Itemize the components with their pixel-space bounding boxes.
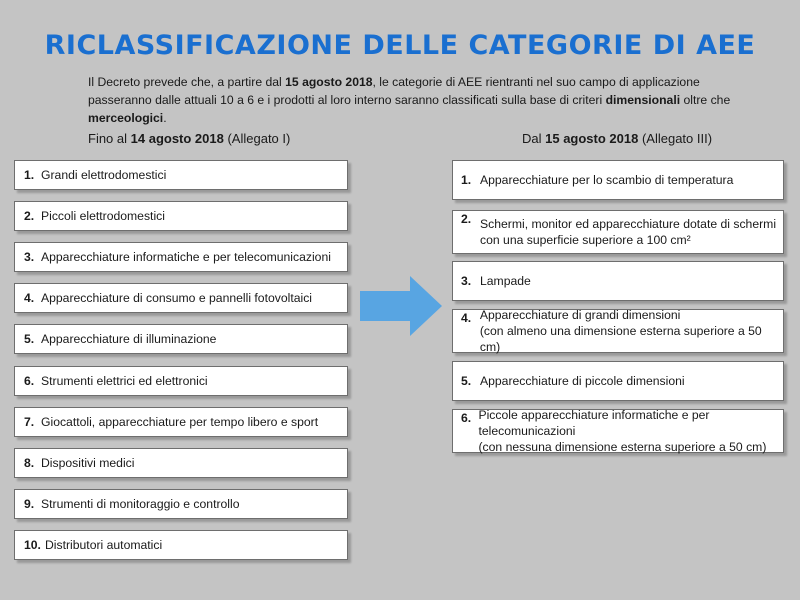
new-category-number: 2. (461, 212, 472, 226)
old-category-1 (14, 160, 348, 190)
intro-paragraph (88, 73, 748, 127)
old-category-5 (14, 324, 348, 354)
intro-text-4: . (163, 111, 167, 125)
new-category-number: 4. (461, 311, 472, 325)
intro-text-3: oltre che (680, 93, 731, 107)
old-category-number: 1. (24, 168, 35, 182)
old-category-number: 5. (24, 332, 35, 346)
intro-text-1: Il Decreto prevede che, a partire dal (88, 75, 286, 89)
new-category-5 (452, 361, 784, 401)
old-category-label: Apparecchiature di consumo e pannelli fotovoltaici (41, 291, 312, 305)
old-category-number: 8. (24, 456, 35, 470)
old-category-10 (14, 530, 348, 560)
old-category-label: Apparecchiature informatiche e per telecomunicazioni (41, 250, 331, 264)
old-category-number: 2. (24, 209, 35, 223)
new-category-number: 6. (461, 411, 472, 425)
old-category-label: Strumenti elettrici ed elettronici (41, 374, 208, 388)
new-category-6 (452, 409, 784, 453)
left-column-header (88, 131, 290, 146)
new-category-line-1: Piccole apparecchiature informatiche e per telecomunicazioni (478, 408, 710, 438)
new-category-number: 5. (461, 374, 472, 388)
old-category-label: Apparecchiature di illuminazione (41, 332, 217, 346)
right-arrow-icon (360, 276, 442, 336)
intro-bold-merceologici: merceologici (88, 111, 164, 125)
new-category-line-2: (con almeno una dimensione esterna superiore a 50 cm) (479, 324, 762, 354)
new-category-line-1: Apparecchiature di grandi dimensioni (479, 308, 681, 322)
old-category-3 (14, 242, 348, 272)
old-category-9 (14, 489, 348, 519)
new-category-2 (452, 210, 784, 254)
old-category-label: Piccoli elettrodomestici (41, 209, 165, 223)
old-category-label: Distributori automatici (45, 538, 163, 552)
old-category-label: Strumenti di monitoraggio e controllo (41, 497, 240, 511)
old-category-number: 6. (24, 374, 35, 388)
new-category-label: Lampade (480, 274, 531, 288)
left-header-suffix: (Allegato I) (223, 131, 291, 146)
new-category-label: Apparecchiature di piccole dimensioni (480, 374, 685, 388)
old-category-8 (14, 448, 348, 478)
new-category-line-2: (con nessuna dimensione esterna superiore a 50 cm) (478, 440, 767, 454)
left-header-date: 14 agosto 2018 (130, 131, 224, 146)
new-category-line-1: Schermi, monitor ed apparecchiature dotate di schermi (480, 217, 777, 231)
old-category-6 (14, 366, 348, 396)
new-category-3 (452, 261, 784, 301)
new-category-number: 3. (461, 274, 472, 288)
new-category-line-2: con una superficie superiore a 100 cm² (480, 233, 691, 247)
old-category-number: 7. (24, 415, 35, 429)
left-header-prefix: Fino al (88, 131, 131, 146)
old-category-7 (14, 407, 348, 437)
new-category-label: Apparecchiature per lo scambio di temperatura (480, 173, 734, 187)
new-category-label (480, 216, 776, 248)
page-title: RICLASSIFICAZIONE DELLE CATEGORIE DI AEE (44, 30, 756, 61)
right-header-prefix: Dal (522, 131, 546, 146)
new-category-4 (452, 309, 784, 353)
old-category-label: Dispositivi medici (41, 456, 135, 470)
old-category-number: 4. (24, 291, 35, 305)
old-category-label: Giocattoli, apparecchiature per tempo libero e sport (41, 415, 319, 429)
old-category-number: 10. (24, 538, 41, 552)
new-category-number: 1. (461, 173, 472, 187)
intro-date: 15 agosto 2018 (285, 75, 373, 89)
right-column-header (522, 131, 712, 146)
new-category-1 (452, 160, 784, 200)
right-header-date: 15 agosto 2018 (545, 131, 639, 146)
old-category-2 (14, 201, 348, 231)
new-category-label (478, 407, 783, 455)
intro-bold-dimensionali: dimensionali (605, 93, 681, 107)
intro-text-2: , le categorie di AEE rientranti nel suo campo di applicazione passeranno dalle attuali 10 a 6 e i prodotti al loro interno saranno classificati sulla base di criteri (88, 75, 700, 107)
right-header-suffix: (Allegato III) (638, 131, 713, 146)
old-category-4 (14, 283, 348, 313)
new-category-label (480, 307, 783, 355)
old-category-number: 3. (24, 250, 35, 264)
old-category-label: Grandi elettrodomestici (41, 168, 167, 182)
old-category-number: 9. (24, 497, 35, 511)
